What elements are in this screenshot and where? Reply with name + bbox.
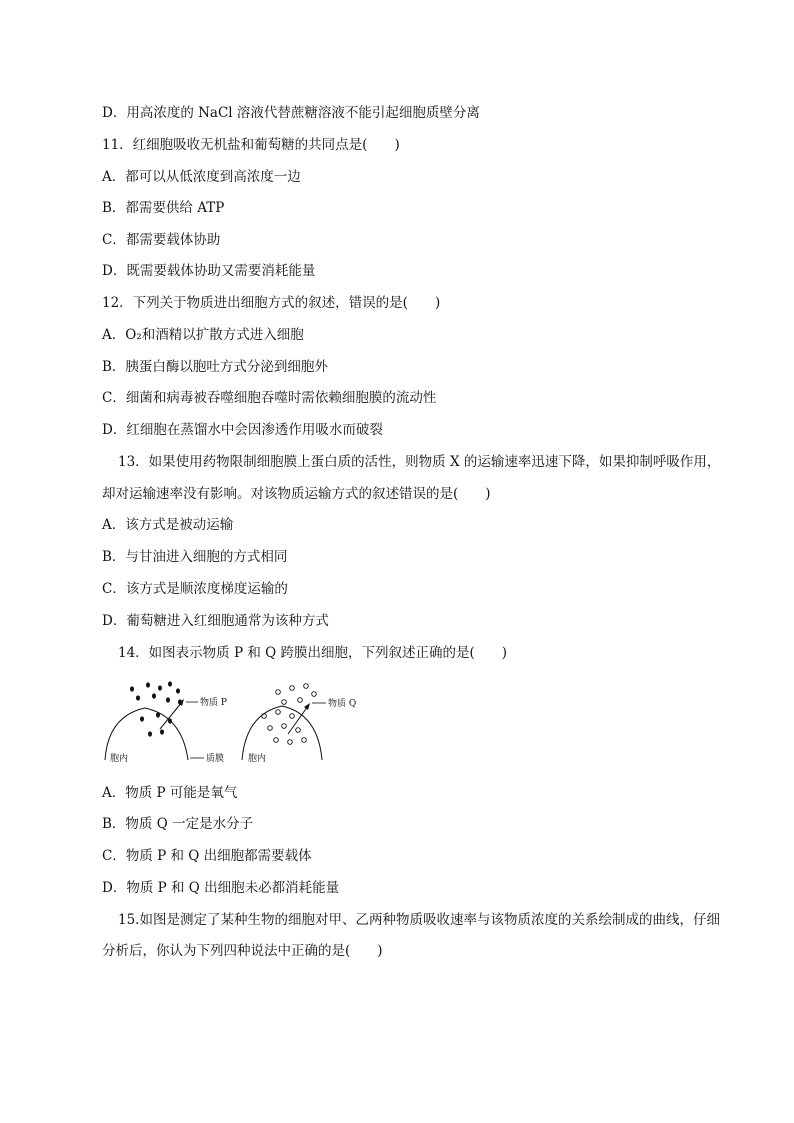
q14-option-d: D．物质 P 和 Q 出细胞未必都消耗能量 <box>102 880 340 896</box>
q14-option-a: A．物质 P 可能是氧气 <box>102 785 238 801</box>
label-inside-right: 胞内 <box>248 754 267 764</box>
q13-option-d: D．葡萄糖进入红细胞通常为该种方式 <box>102 613 329 629</box>
q13-option-a: A．该方式是被动运输 <box>102 517 234 533</box>
q14-option-c: C．物质 P 和 Q 出细胞都需要载体 <box>102 848 312 864</box>
q13-stem-line1: 13．如果使用药物限制细胞膜上蛋白质的活性，则物质 X 的运输速率迅速下降，如果抑制呼吸作用， <box>118 454 721 470</box>
right-membrane-arc <box>242 706 322 760</box>
left-membrane-arc <box>105 708 188 760</box>
q14-stem: 14．如图表示物质 P 和 Q 跨膜出细胞，下列叙述正确的是( ) <box>118 645 508 661</box>
q11-option-a: A．都可以从低浓度到高浓度一边 <box>102 169 301 185</box>
q13-option-c: C．该方式是顺浓度梯度运输的 <box>102 581 288 597</box>
substance-p-dots <box>130 681 182 736</box>
q12-stem: 12．下列关于物质进出细胞方式的叙述，错误的是( ) <box>102 295 441 311</box>
label-membrane: 质膜 <box>206 754 225 764</box>
label-inside-left: 胞内 <box>110 754 129 764</box>
label-substance-p: 物质 P <box>200 698 227 708</box>
q14-membrane-figure <box>100 676 370 766</box>
q14-option-b: B．物质 Q 一定是水分子 <box>102 816 254 832</box>
q12-option-c: C．细菌和病毒被吞噬细胞吞噬时需依赖细胞膜的流动性 <box>102 390 437 406</box>
q11-option-d: D．既需要载体协助又需要消耗能量 <box>102 263 316 279</box>
q15-stem-line1: 15.如图是测定了某种生物的细胞对甲、乙两种物质吸收速率与该物质浓度的关系绘制成的曲线，仔细 <box>118 912 720 928</box>
q12-option-a: A．O₂和酒精以扩散方式进入细胞 <box>102 327 304 343</box>
q10-option-d: D．用高浓度的 NaCl 溶液代替蔗糖溶液不能引起细胞质壁分离 <box>102 105 480 121</box>
q11-option-b: B．都需要供给 ATP <box>102 200 225 216</box>
q13-stem-line2: 却对运输速率没有影响。对该物质运输方式的叙述错误的是( ) <box>102 486 491 502</box>
q12-option-b: B．胰蛋白酶以胞吐方式分泌到细胞外 <box>102 359 328 375</box>
q11-stem: 11．红细胞吸收无机盐和葡萄糖的共同点是( ) <box>102 137 400 153</box>
q11-option-c: C．都需要载体协助 <box>102 232 221 248</box>
q15-stem-line2: 分析后，你认为下列四种说法中正确的是( ) <box>102 943 383 959</box>
label-substance-q: 物质 Q <box>328 699 357 709</box>
substance-q-dots <box>262 684 317 745</box>
q12-option-d: D．红细胞在蒸馏水中会因渗透作用吸水而破裂 <box>102 422 383 438</box>
q13-option-b: B．与甘油进入细胞的方式相同 <box>102 549 288 565</box>
